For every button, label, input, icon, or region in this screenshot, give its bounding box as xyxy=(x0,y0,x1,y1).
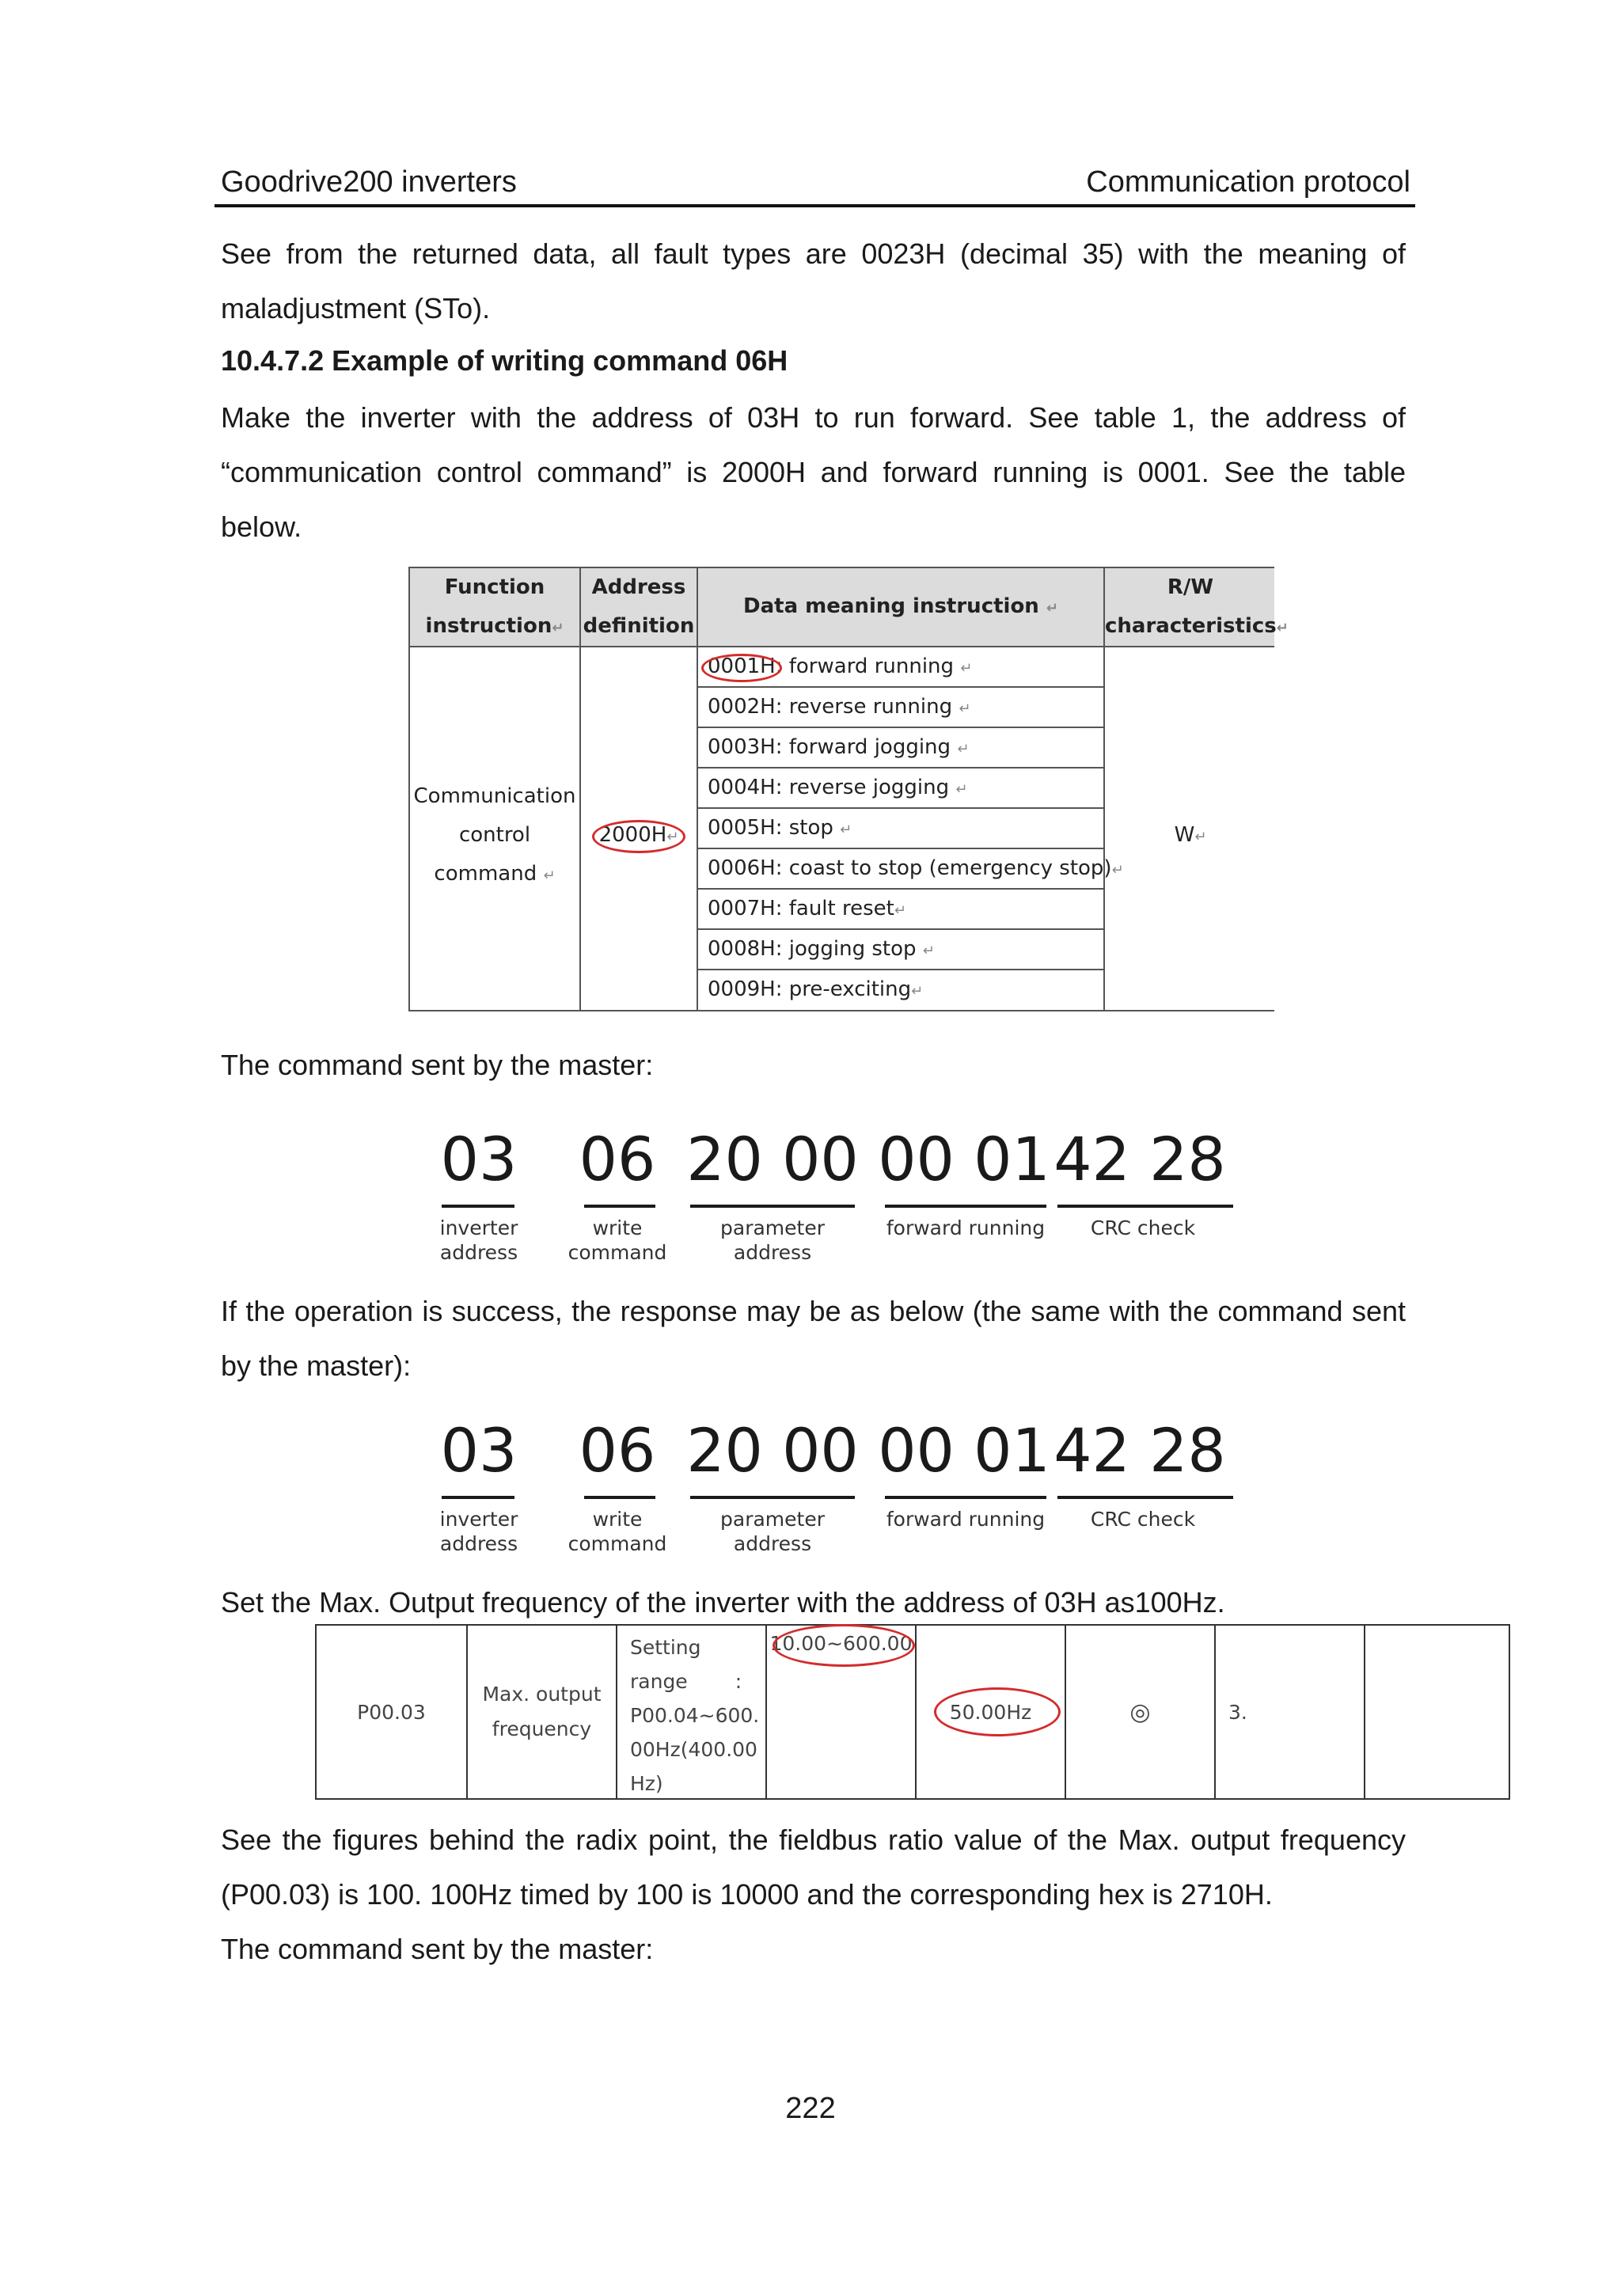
table-row: 0004H: reverse jogging ↵ xyxy=(708,776,968,799)
highlight-ellipse xyxy=(934,1687,1061,1736)
paragraph-line: maladjustment (STo). xyxy=(221,292,491,324)
table-column-divider xyxy=(697,568,698,1010)
frame-label: inverter address xyxy=(439,1508,518,1555)
paragraph-line: “communication control command” is 2000H and forward running is 0001. See the table xyxy=(221,456,1406,488)
modify-symbol-cell: ◎ xyxy=(1129,1698,1151,1726)
frame-label: write command xyxy=(568,1216,667,1264)
frame-byte: 20 00 xyxy=(686,1124,859,1194)
function-code-cell: P00.03 xyxy=(357,1700,426,1724)
paragraph-line: Set the Max. Output frequency of the inverter with the address of 03H as100Hz. xyxy=(221,1586,1225,1619)
frame-label: forward running xyxy=(886,1216,1046,1239)
frame-underline xyxy=(690,1496,855,1499)
header-address xyxy=(581,568,697,646)
frame-underline xyxy=(1057,1205,1233,1208)
frame-label: CRC check xyxy=(1090,1508,1196,1531)
header-text: instruction↵ xyxy=(425,614,564,638)
frame-label: parameter address xyxy=(720,1216,825,1264)
frame-byte: 42 28 xyxy=(1053,1415,1226,1486)
frame-underline xyxy=(442,1496,514,1499)
frame-byte: 00 01 xyxy=(878,1124,1050,1194)
index-cell: 3. xyxy=(1228,1700,1247,1724)
frame-underline xyxy=(584,1496,655,1499)
paragraph-returned-data xyxy=(221,226,1406,336)
frame-byte: 20 00 xyxy=(686,1415,859,1486)
paragraph-radix xyxy=(221,1812,1406,1976)
frame-label: CRC check xyxy=(1090,1216,1196,1239)
paragraph-line: The command sent by the master: xyxy=(221,1049,654,1081)
frame-label: forward running xyxy=(886,1508,1046,1531)
paragraph-line: below. xyxy=(221,510,302,543)
setting-range-cell: Setting range : P00.04~600. 00Hz(400.00 Hz) xyxy=(630,1636,760,1795)
command-frame xyxy=(427,1124,1235,1266)
header-text: Address xyxy=(591,575,686,599)
table-row: 0009H: pre-exciting↵ xyxy=(708,977,924,1001)
header-rw xyxy=(1105,568,1289,647)
table-row: 0006H: coast to stop (emergency stop)↵ xyxy=(708,856,1124,880)
page-number: 222 xyxy=(785,2092,836,2125)
header-text: R/W xyxy=(1167,575,1214,599)
command-table xyxy=(408,567,1289,1011)
table-row: 0005H: stop ↵ xyxy=(708,816,852,840)
cell-text: Communication xyxy=(413,784,576,808)
table-row: 0008H: jogging stop ↵ xyxy=(708,937,935,961)
frame-byte: 00 01 xyxy=(878,1415,1050,1486)
function-cell xyxy=(410,777,579,895)
cell-text: control xyxy=(458,823,531,847)
frame-underline xyxy=(885,1205,1046,1208)
highlight-ellipse xyxy=(592,820,685,853)
frame-underline xyxy=(442,1205,514,1208)
frame-label: inverter address xyxy=(439,1216,518,1264)
header-text: characteristics↵ xyxy=(1105,614,1289,638)
address-cell: 2000H↵ xyxy=(598,823,679,847)
section-heading: 10.4.7.2 Example of writing command 06H xyxy=(221,344,788,377)
header-rule xyxy=(214,204,1415,207)
paragraph-line: If the operation is success, the response may be as below (the same with the command sent xyxy=(221,1295,1406,1327)
header-text: Function xyxy=(444,575,545,599)
paragraph-run-forward xyxy=(221,390,1406,554)
cell-text: command ↵ xyxy=(434,862,556,886)
frame-byte: 03 xyxy=(440,1124,518,1194)
rw-cell: W↵ xyxy=(1174,823,1207,847)
frame-byte: 06 xyxy=(579,1415,656,1486)
table-row: 0001H: forward running ↵ xyxy=(708,655,973,678)
table-row: 0003H: forward jogging ↵ xyxy=(708,735,970,759)
table-row: 0007H: fault reset↵ xyxy=(708,897,906,920)
paragraph-line: by the master): xyxy=(221,1349,412,1382)
paragraph-line: Make the inverter with the address of 03H to run forward. See table 1, the address of xyxy=(221,401,1406,434)
header-function xyxy=(410,568,579,647)
frame-label: write command xyxy=(568,1508,667,1555)
frame-byte: 03 xyxy=(440,1415,518,1486)
paragraph-line: See the figures behind the radix point, the fieldbus ratio value of the Max. output frequency xyxy=(221,1824,1406,1856)
table-row: 0002H: reverse running ↵ xyxy=(708,695,971,719)
frame-underline xyxy=(690,1205,855,1208)
default-value-cell: 50.00Hz xyxy=(949,1700,1032,1724)
range-cell: 10.00~600.00 xyxy=(769,1632,913,1655)
paragraph-set-max-frequency xyxy=(221,1575,1406,1630)
highlight-ellipse xyxy=(701,654,782,682)
frame-underline xyxy=(584,1205,655,1208)
header-title-left: Goodrive200 inverters xyxy=(221,165,517,199)
paragraph-line: The command sent by the master: xyxy=(221,1933,654,1965)
frame-byte: 06 xyxy=(579,1124,656,1194)
frame-byte: 42 28 xyxy=(1053,1124,1226,1194)
frame-label: parameter address xyxy=(720,1508,825,1555)
paragraph-line: (P00.03) is 100. 100Hz timed by 100 is 10000 and the corresponding hex is 2710H. xyxy=(221,1878,1273,1911)
header-data-meaning: Data meaning instruction ↵ xyxy=(743,594,1058,618)
parameter-table xyxy=(315,1624,1510,1800)
command-label xyxy=(221,1038,1406,1092)
table-column-divider xyxy=(1364,1626,1365,1798)
header-title-right: Communication protocol xyxy=(1086,165,1410,199)
highlight-ellipse xyxy=(773,1624,915,1667)
frame-underline xyxy=(1057,1496,1233,1499)
parameter-name-cell: Max. output frequency xyxy=(482,1683,602,1740)
response-frame xyxy=(427,1415,1235,1558)
frame-underline xyxy=(885,1496,1046,1499)
header-text: definition xyxy=(583,614,695,638)
paragraph-line: See from the returned data, all fault types are 0023H (decimal 35) with the meaning of xyxy=(221,237,1406,270)
paragraph-response xyxy=(221,1284,1406,1393)
